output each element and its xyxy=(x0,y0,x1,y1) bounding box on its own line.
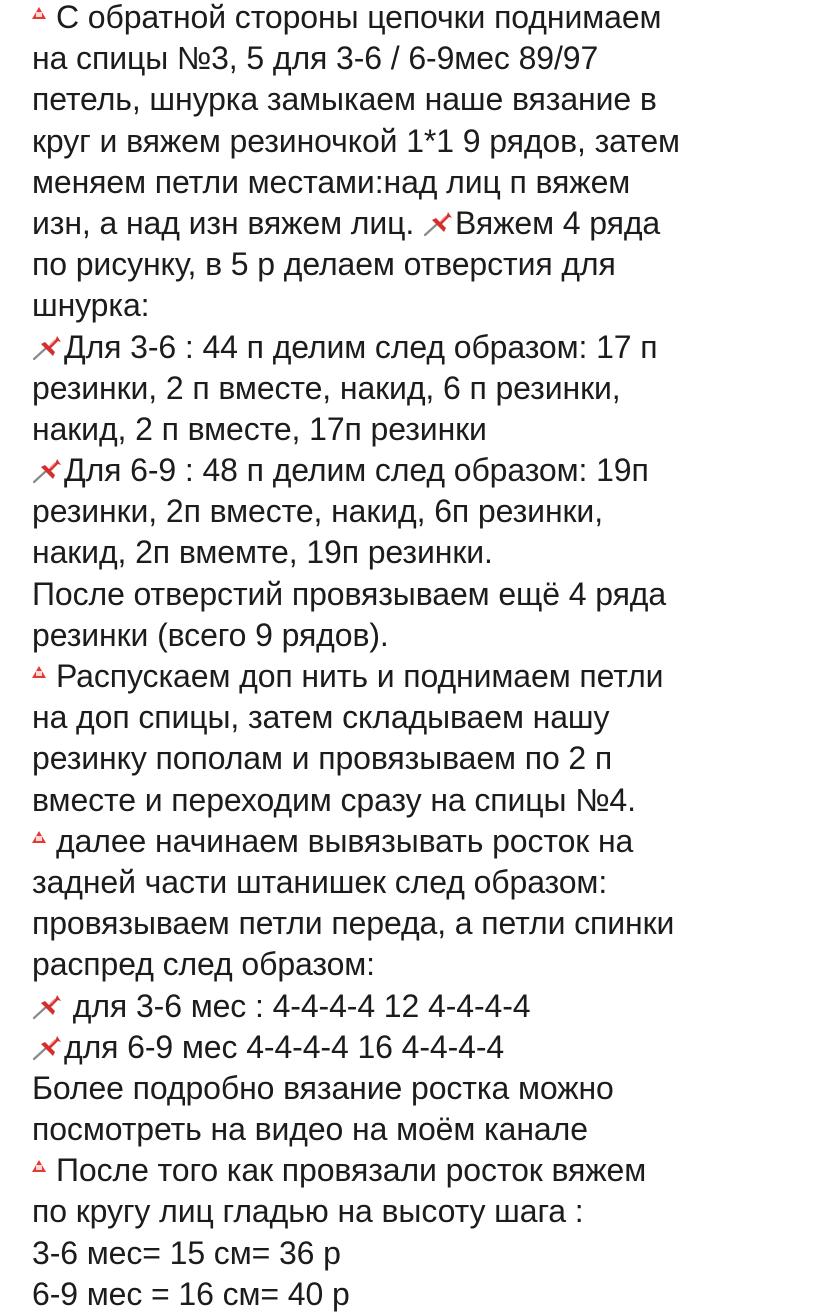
text-line xyxy=(32,780,827,821)
text-line xyxy=(32,697,827,738)
text-line-content: для 6-9 мес 4-4-4-4 16 4-4-4-4 xyxy=(64,1028,505,1065)
text-line xyxy=(32,532,827,573)
text-line-content: резинки (всего 9 рядов). xyxy=(32,616,389,653)
text-line-content: Для 3-6 : 44 п делим след образом: 17 п xyxy=(64,328,658,365)
text-line-content: по рисунку, в 5 р делаем отверстия для xyxy=(32,246,616,283)
text-line-content: петель, шнурка замыкаем наше вязание в xyxy=(32,81,657,118)
text-line-content: После отверстий провязываем ещё 4 ряда xyxy=(32,575,667,612)
text-line-content: После того как провязали росток вяжем xyxy=(56,1152,647,1189)
pushpin-icon xyxy=(32,335,64,361)
text-line xyxy=(32,656,827,697)
text-line xyxy=(32,491,827,532)
text-line xyxy=(32,615,827,656)
text-line xyxy=(32,79,827,120)
text-line xyxy=(32,38,827,79)
text-line-content: накид, 2п вмемте, 19п резинки. xyxy=(32,534,493,571)
text-line-content: на доп спицы, затем складываем нашу xyxy=(32,699,610,736)
text-line xyxy=(32,1150,827,1191)
text-line-content: задней части штанишек след образом: xyxy=(32,863,608,900)
text-line-content: вместе и переходим сразу на спицы №4. xyxy=(32,781,636,818)
text-line xyxy=(32,327,827,368)
text-line xyxy=(32,944,827,985)
text-line xyxy=(32,1274,827,1315)
text-line-content: далее начинаем вывязывать росток на xyxy=(56,822,634,859)
text-line xyxy=(32,1233,827,1274)
text-line xyxy=(32,450,827,491)
pushpin-icon xyxy=(32,1035,64,1061)
text-line-content: на спицы №3, 5 для 3-6 / 6-9мес 89/97 xyxy=(32,40,599,77)
text-line xyxy=(32,1109,827,1150)
text-line xyxy=(32,1027,827,1068)
text-line-content: шнурка: xyxy=(32,287,150,324)
text-line-content: изн, а над изн вяжем лиц. xyxy=(32,204,423,241)
text-line-content: Более подробно вязание ростка можно xyxy=(32,1069,614,1106)
text-line xyxy=(32,903,827,944)
text-line xyxy=(32,986,827,1027)
pushpin-icon xyxy=(32,458,64,484)
text-line xyxy=(32,821,827,862)
text-line-content: резинки, 2 п вместе, накид, 6 п резинки, xyxy=(32,369,621,406)
text-line-content: для 3-6 мес : 4-4-4-4 12 4-4-4-4 xyxy=(64,987,531,1024)
text-line xyxy=(32,574,827,615)
text-line-content: Вяжем 4 ряда xyxy=(454,204,661,241)
text-line-content: посмотреть на видео на моём канале xyxy=(32,1111,588,1148)
text-line xyxy=(32,285,827,326)
text-line xyxy=(32,1191,827,1232)
text-line-content: резинку пополам и провязываем по 2 п xyxy=(32,740,613,777)
text-line-content: Распускаем доп нить и поднимаем петли xyxy=(56,658,664,694)
text-line-content: по кругу лиц гладью на высоту шага : xyxy=(32,1193,584,1230)
text-line xyxy=(32,244,827,285)
text-line-content: С обратной стороны цепочки поднимаем xyxy=(56,0,662,35)
red-triangle-icon xyxy=(32,831,46,843)
text-line xyxy=(32,0,827,38)
text-line xyxy=(32,409,827,450)
pushpin-icon xyxy=(423,211,455,237)
text-line xyxy=(32,738,827,779)
text-line-content: Для 6-9 : 48 п делим след образом: 19п xyxy=(64,452,649,489)
text-line-content: 6-9 мес = 16 см= 40 р xyxy=(32,1275,350,1312)
text-line xyxy=(32,1068,827,1109)
text-line-content: распред след образом: xyxy=(32,946,375,983)
text-line-content: резинки, 2п вместе, накид, 6п резинки, xyxy=(32,493,603,530)
text-line xyxy=(32,203,827,244)
red-triangle-icon xyxy=(32,666,46,678)
text-line-content: провязываем петли переда, а петли спинки xyxy=(32,905,675,942)
text-line xyxy=(32,121,827,162)
text-line-content: меняем петли местами:над лиц п вяжем xyxy=(32,163,631,200)
text-line-content: круг и вяжем резиночкой 1*1 9 рядов, затем xyxy=(32,122,680,159)
text-line xyxy=(32,862,827,903)
pushpin-icon xyxy=(32,994,64,1020)
text-line-content: накид, 2 п вместе, 17п резинки xyxy=(32,410,487,447)
text-line xyxy=(32,368,827,409)
text-line-content: 3-6 мес= 15 см= 36 р xyxy=(32,1234,341,1271)
knitting-instructions-text xyxy=(32,0,827,1315)
red-triangle-icon xyxy=(32,7,46,19)
red-triangle-icon xyxy=(32,1160,46,1172)
text-line xyxy=(32,162,827,203)
